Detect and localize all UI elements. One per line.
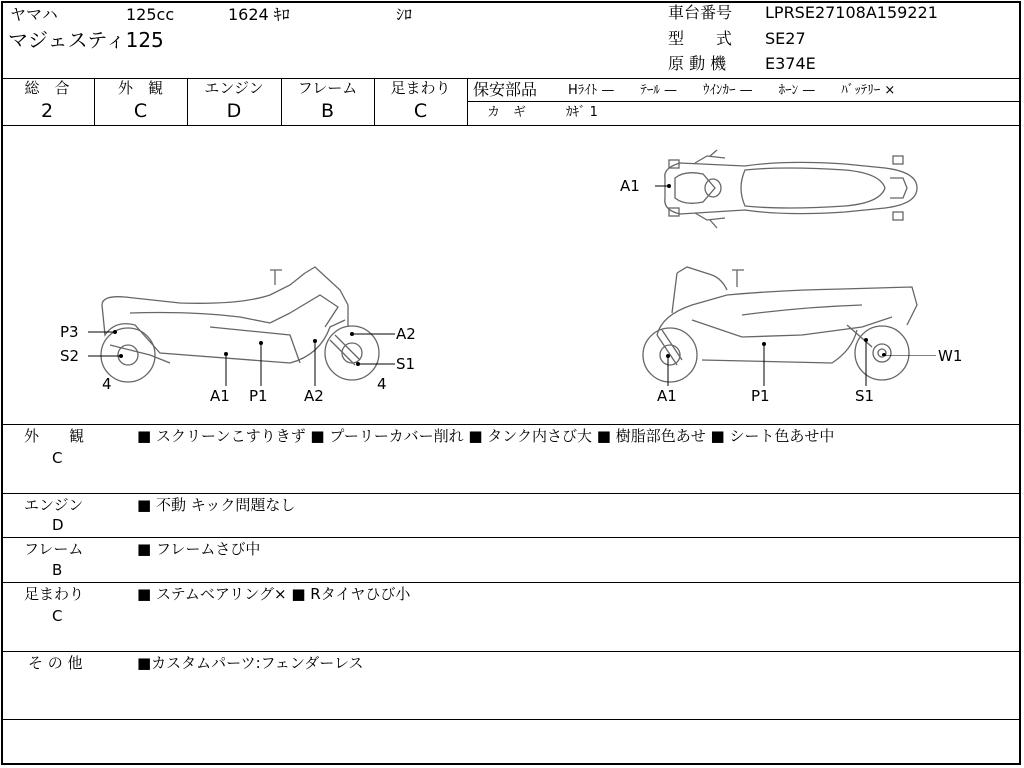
a1-pointer-top <box>655 180 673 192</box>
divider <box>1 651 1021 652</box>
divider <box>467 78 468 125</box>
remark-suspension-label: 足まわり <box>24 585 85 603</box>
engine-label: 原 動 機 <box>668 54 727 73</box>
left-side-pointers-front <box>340 330 400 370</box>
divider <box>1 582 1021 583</box>
maker-name: ヤマハ <box>10 5 58 24</box>
mileage: 1624 ｷﾛ <box>228 5 290 24</box>
key-label: カ ギ <box>487 105 527 120</box>
remark-engine-label: エンジン <box>24 496 84 514</box>
key-value: ｶｷﾞ 1 <box>566 105 598 120</box>
label-p3: P3 <box>60 323 79 341</box>
model-name: マジェスティ125 <box>8 28 164 52</box>
safety-parts-items: Hﾗｲﾄ — ﾃｰﾙ — ｳｲﾝｶｰ — ﾎｰﾝ — ﾊﾞｯﾃﾘｰ × <box>568 83 896 98</box>
remark-engine-grade: D <box>52 516 64 534</box>
grade-exterior-value: C <box>133 100 148 122</box>
label-a1-right: A1 <box>657 387 677 405</box>
label-s1-right: S1 <box>855 387 875 405</box>
label-left-rear-tire: 4 <box>102 375 112 393</box>
safety-parts-title: 保安部品 <box>473 80 538 99</box>
grade-suspension-value: C <box>413 100 428 122</box>
label-a2-left: A2 <box>304 387 324 405</box>
remark-other-text: ■カスタムパーツ:フェンダーレス <box>137 654 364 672</box>
grade-frame-value: B <box>320 100 335 122</box>
divider <box>1 719 1021 720</box>
type-value: SE27 <box>765 29 806 48</box>
left-side-pointers-rear <box>88 324 123 364</box>
label-p1-right: P1 <box>751 387 770 405</box>
left-side-pointers-bottom <box>220 338 320 388</box>
remark-frame-text: ■ フレームさび中 <box>137 540 261 558</box>
remark-suspension-text: ■ ステムベアリング× ■ Rタイヤひび小 <box>137 585 411 603</box>
remark-exterior-grade: C <box>52 449 63 467</box>
grade-suspension-label: 足まわり <box>390 79 451 97</box>
remark-engine-text: ■ 不動 キック問題なし <box>137 496 296 514</box>
remark-exterior-label: 外 観 <box>24 427 85 445</box>
label-left-front-tire: 4 <box>377 375 387 393</box>
divider <box>1 125 1021 126</box>
label-s1-left: S1 <box>396 355 416 373</box>
remark-suspension-grade: C <box>52 607 63 625</box>
divider <box>467 101 1021 102</box>
grade-exterior-label: 外 観 <box>117 79 163 97</box>
divider <box>1 537 1021 538</box>
label-s2: S2 <box>60 347 80 365</box>
divider <box>1 493 1021 494</box>
remark-frame-grade: B <box>52 561 63 579</box>
grade-overall-value: 2 <box>40 100 54 122</box>
remark-frame-label: フレーム <box>24 540 84 558</box>
label-p1-left: P1 <box>249 387 268 405</box>
label-a1-top: A1 <box>620 177 640 195</box>
label-w1: W1 <box>938 347 963 365</box>
grade-engine-label: エンジン <box>204 79 264 97</box>
label-a1-left: A1 <box>210 387 230 405</box>
frame-number: LPRSE27108A159221 <box>765 3 938 22</box>
divider <box>1 424 1021 425</box>
type-label: 型 式 <box>668 29 733 48</box>
label-a2-right: A2 <box>396 325 416 343</box>
body-color: ｼﾛ <box>396 5 413 24</box>
remark-exterior-text: ■ スクリーンこすりきず ■ プーリーカバー削れ ■ タンク内さび大 ■ 樹脂部色あせ ■ シート色あせ中 <box>137 427 835 445</box>
grade-overall-label: 総 合 <box>24 79 70 97</box>
grade-frame-label: フレーム <box>297 79 358 97</box>
right-side-pointers-bottom <box>660 336 872 388</box>
engine-value: E374E <box>765 54 816 73</box>
frame-number-label: 車台番号 <box>668 3 733 22</box>
scooter-top-view-sketch <box>655 148 930 230</box>
remark-other-label: そ の 他 <box>28 654 83 672</box>
displacement: 125cc <box>126 5 175 24</box>
grade-engine-value: D <box>226 100 242 122</box>
w1-pointer <box>862 338 938 356</box>
